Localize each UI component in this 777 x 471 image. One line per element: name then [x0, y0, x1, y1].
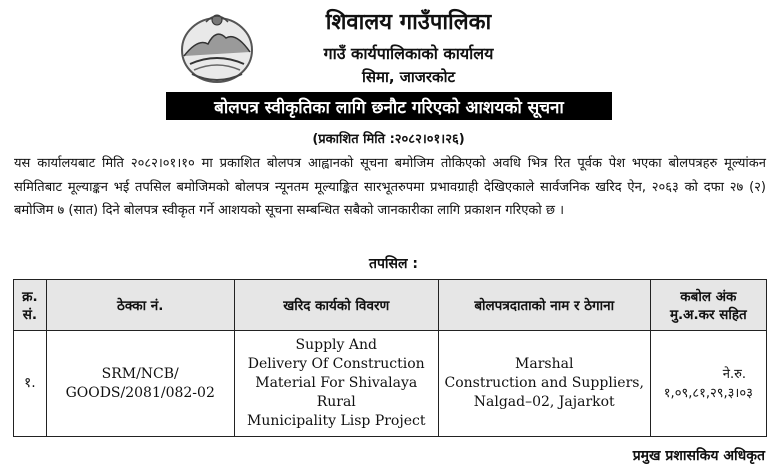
cell-sn: १. — [14, 331, 47, 437]
header-amount: कबोल अंक मु.अ.कर सहित — [650, 280, 766, 331]
cell-contract-no: SRM/NCB/ GOODS/2081/082-02 — [46, 331, 234, 437]
published-date: (प्रकाशित मिति :२०८२।०१।२६) — [312, 132, 465, 147]
cell-bidder: Marshal Construction and Suppliers, Nalgad–02, Jajarkot — [438, 331, 650, 437]
notice-title: बोलपत्र स्वीकृतिका लागि छनौट गरिएको आशयको सूचना — [166, 92, 612, 120]
notice-body: यस कार्यालयबाट मिति २०८२।०१।१० मा प्रकाशित बोलपत्र आह्वानको सूचना बमोजिम तोकिएको अवधि भित्र रित पूर्वक पेश भएका बोलपत्रहरु मूल्यांकन समितिबाट मूल्याङ्कन भई तपसिल बमोजिमको बोलपत्र न्यूनतम मूल्याङ्कित सारभूतरुपमा प्रभावग्राही देखिएकाले सार्वजनिक खरिद ऐन, २०६३ को दफा २७ (२) बमोजिम ७ (सात) दिने बोलपत्र स्वीकृत गर्ने आशयको सूचना सम्बन्धित सबैको जानकारीका लागि प्रकाशन गरिएको छ । — [14, 156, 766, 218]
tender-table — [13, 279, 767, 437]
cell-amount — [650, 331, 766, 437]
amount-currency-label: ने.रु. — [722, 366, 746, 382]
header-bidder: बोलपत्रदाताको नाम र ठेगाना — [438, 280, 650, 331]
office-name: शिवालय गाउँपालिका — [325, 10, 492, 35]
letterhead — [0, 0, 777, 92]
office-address: सिमा, जाजरकोट — [361, 68, 456, 86]
header-contract-no: ठेक्का नं. — [46, 280, 234, 331]
amount-value: १,०९,८१,२९,३।०३ — [663, 385, 753, 401]
signatory-title: प्रमुख प्रशासकिय अधिकृत — [632, 448, 765, 464]
table-header-row — [14, 280, 767, 331]
table-row — [14, 331, 767, 437]
header-sn: क्र. सं. — [14, 280, 47, 331]
header-description: खरिद कार्यको विवरण — [234, 280, 438, 331]
cell-description: Supply And Delivery Of Construction Material For Shivalaya Rural Municipality Lisp Project — [234, 331, 438, 437]
office-subtitle: गाउँ कार्यपालिकाको कार्यालय — [323, 44, 494, 63]
schedule-label: तपसिल : — [369, 256, 418, 272]
